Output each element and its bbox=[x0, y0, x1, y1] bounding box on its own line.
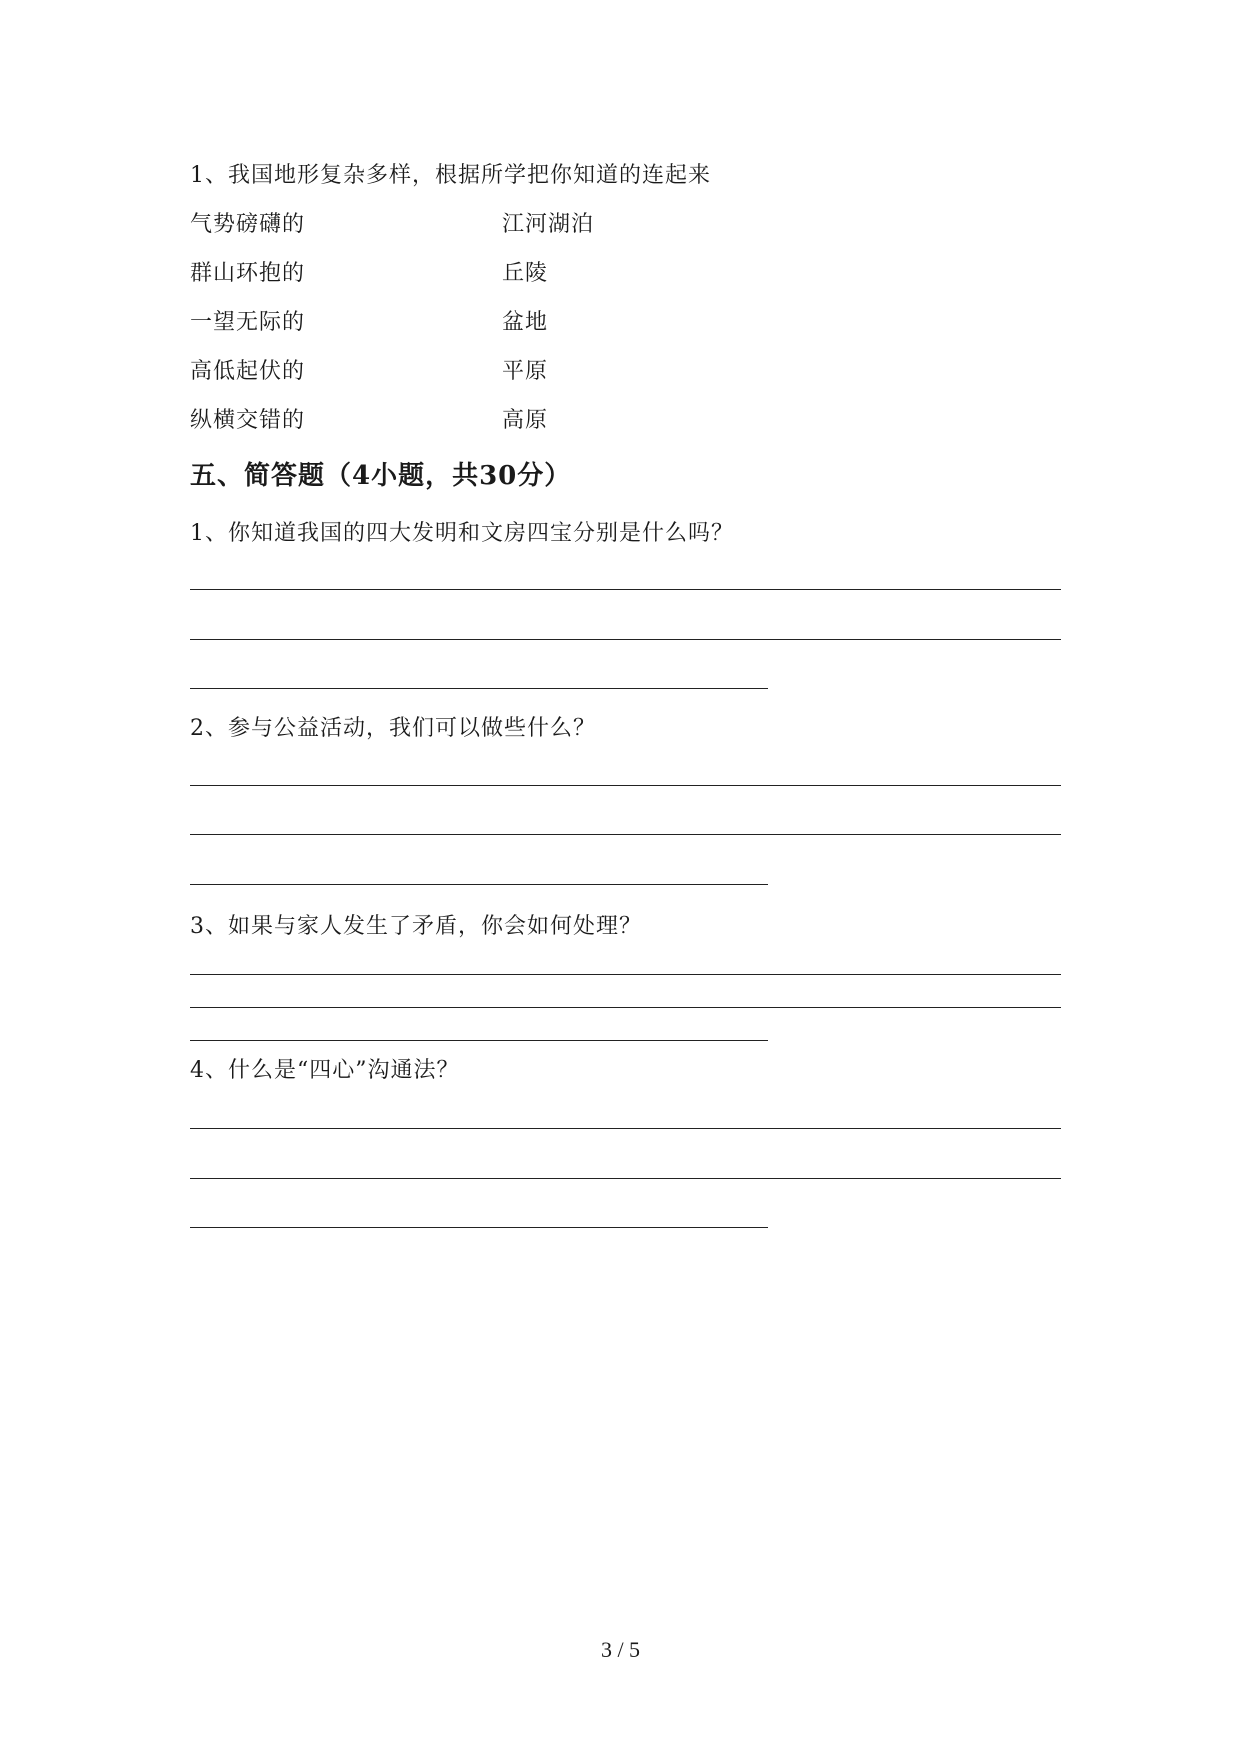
matching-left-item: 纵横交错的 bbox=[190, 408, 306, 433]
answer-line[interactable] bbox=[190, 589, 1061, 590]
matching-left-item: 气势磅礴的 bbox=[190, 212, 306, 237]
answer-line[interactable] bbox=[190, 1007, 1061, 1008]
answer-line[interactable] bbox=[190, 639, 1061, 640]
answer-line[interactable] bbox=[190, 1040, 768, 1041]
question-1: 1、你知道我国的四大发明和文房四宝分别是什么吗？ bbox=[190, 521, 734, 546]
matching-right-item: 盆地 bbox=[502, 310, 549, 335]
answer-line[interactable] bbox=[190, 785, 1061, 786]
answer-line[interactable] bbox=[190, 974, 1061, 975]
question-4: 4、什么是“四心”沟通法？ bbox=[190, 1058, 460, 1083]
question-2: 2、参与公益活动，我们可以做些什么？ bbox=[190, 716, 596, 741]
answer-line[interactable] bbox=[190, 1227, 768, 1228]
matching-left-item: 高低起伏的 bbox=[190, 359, 306, 384]
matching-right-item: 丘陵 bbox=[502, 261, 549, 286]
matching-right-item: 高原 bbox=[502, 408, 549, 433]
matching-left-item: 一望无际的 bbox=[190, 310, 306, 335]
answer-line[interactable] bbox=[190, 884, 768, 885]
matching-instruction: 1、我国地形复杂多样，根据所学把你知道的连起来 bbox=[190, 163, 711, 188]
answer-line[interactable] bbox=[190, 834, 1061, 835]
question-3: 3、如果与家人发生了矛盾，你会如何处理？ bbox=[190, 914, 642, 939]
matching-right-item: 平原 bbox=[502, 359, 549, 384]
section-heading: 五、简答题（4小题，共30分） bbox=[190, 461, 572, 491]
answer-line[interactable] bbox=[190, 688, 768, 689]
matching-right-item: 江河湖泊 bbox=[502, 212, 595, 237]
answer-line[interactable] bbox=[190, 1178, 1061, 1179]
matching-left-item: 群山环抱的 bbox=[190, 261, 306, 286]
page-number: 3 / 5 bbox=[600, 1637, 641, 1662]
answer-line[interactable] bbox=[190, 1128, 1061, 1129]
